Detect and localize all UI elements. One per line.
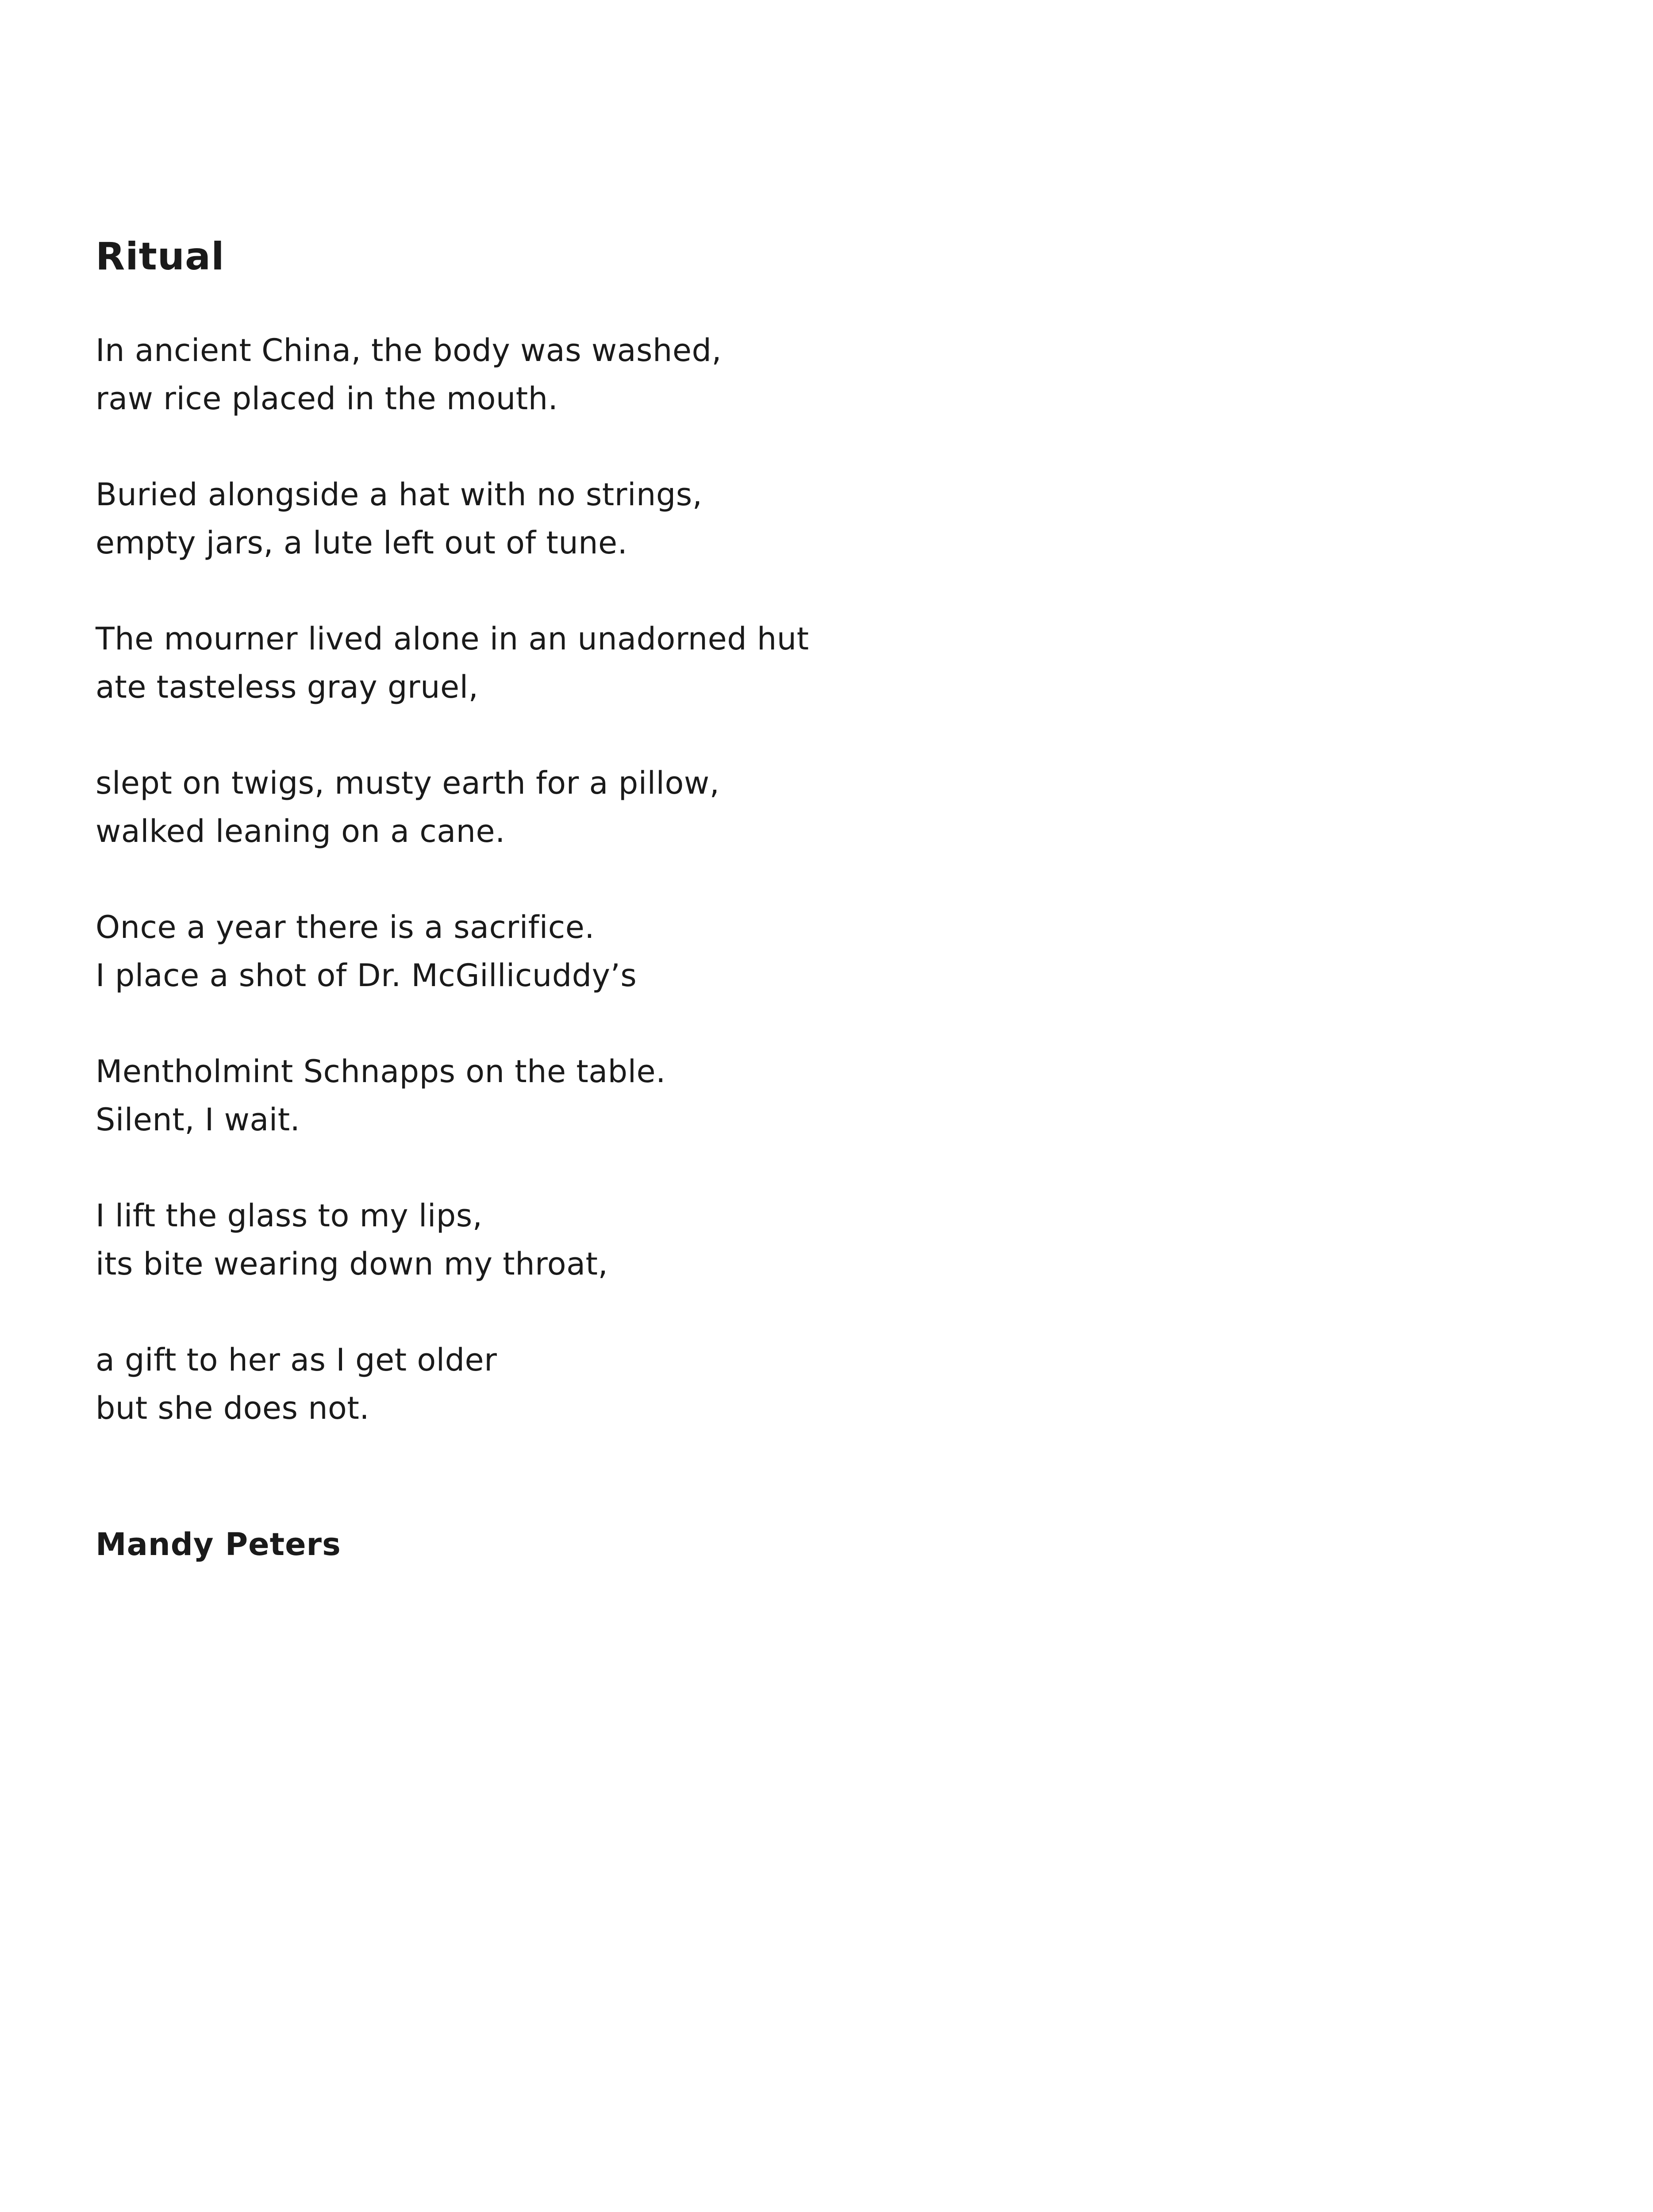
poem-author: Mandy Peters — [96, 1526, 341, 1563]
poem-line: Buried alongside a hat with no strings, — [96, 476, 703, 513]
poem-line: Once a year there is a sacrifice. — [96, 909, 595, 945]
poem-line: I place a shot of Dr. McGillicuddy’s — [96, 957, 637, 994]
stanza-6 — [96, 1048, 1157, 1144]
poem-line: slept on twigs, musty earth for a pillow, — [96, 765, 720, 801]
stanza-5 — [96, 903, 1157, 1000]
poem-line: its bite wearing down my throat, — [96, 1246, 608, 1282]
stanza-7 — [96, 1192, 1157, 1288]
poem-line: but she does not. — [96, 1390, 370, 1426]
poem-line: Silent, I wait. — [96, 1102, 300, 1138]
poem-title: Ritual — [96, 234, 225, 279]
stanza-1 — [96, 326, 1157, 423]
stanza-8 — [96, 1336, 1157, 1432]
poem-line: raw rice placed in the mouth. — [96, 380, 558, 417]
poem-body — [96, 326, 1157, 1480]
poem-line: Mentholmint Schnapps on the table. — [96, 1053, 666, 1090]
poem-line: The mourner lived alone in an unadorned hut — [96, 621, 809, 657]
stanza-3 — [96, 615, 1157, 711]
stanza-2 — [96, 471, 1157, 567]
poem-line: In ancient China, the body was washed, — [96, 332, 722, 369]
poem-line: walked leaning on a cane. — [96, 813, 505, 849]
poem-line: ate tasteless gray gruel, — [96, 669, 479, 705]
poem-line: I lift the glass to my lips, — [96, 1198, 483, 1234]
poem-line: empty jars, a lute left out of tune. — [96, 525, 628, 561]
stanza-4 — [96, 759, 1157, 856]
poem-line: a gift to her as I get older — [96, 1342, 497, 1378]
